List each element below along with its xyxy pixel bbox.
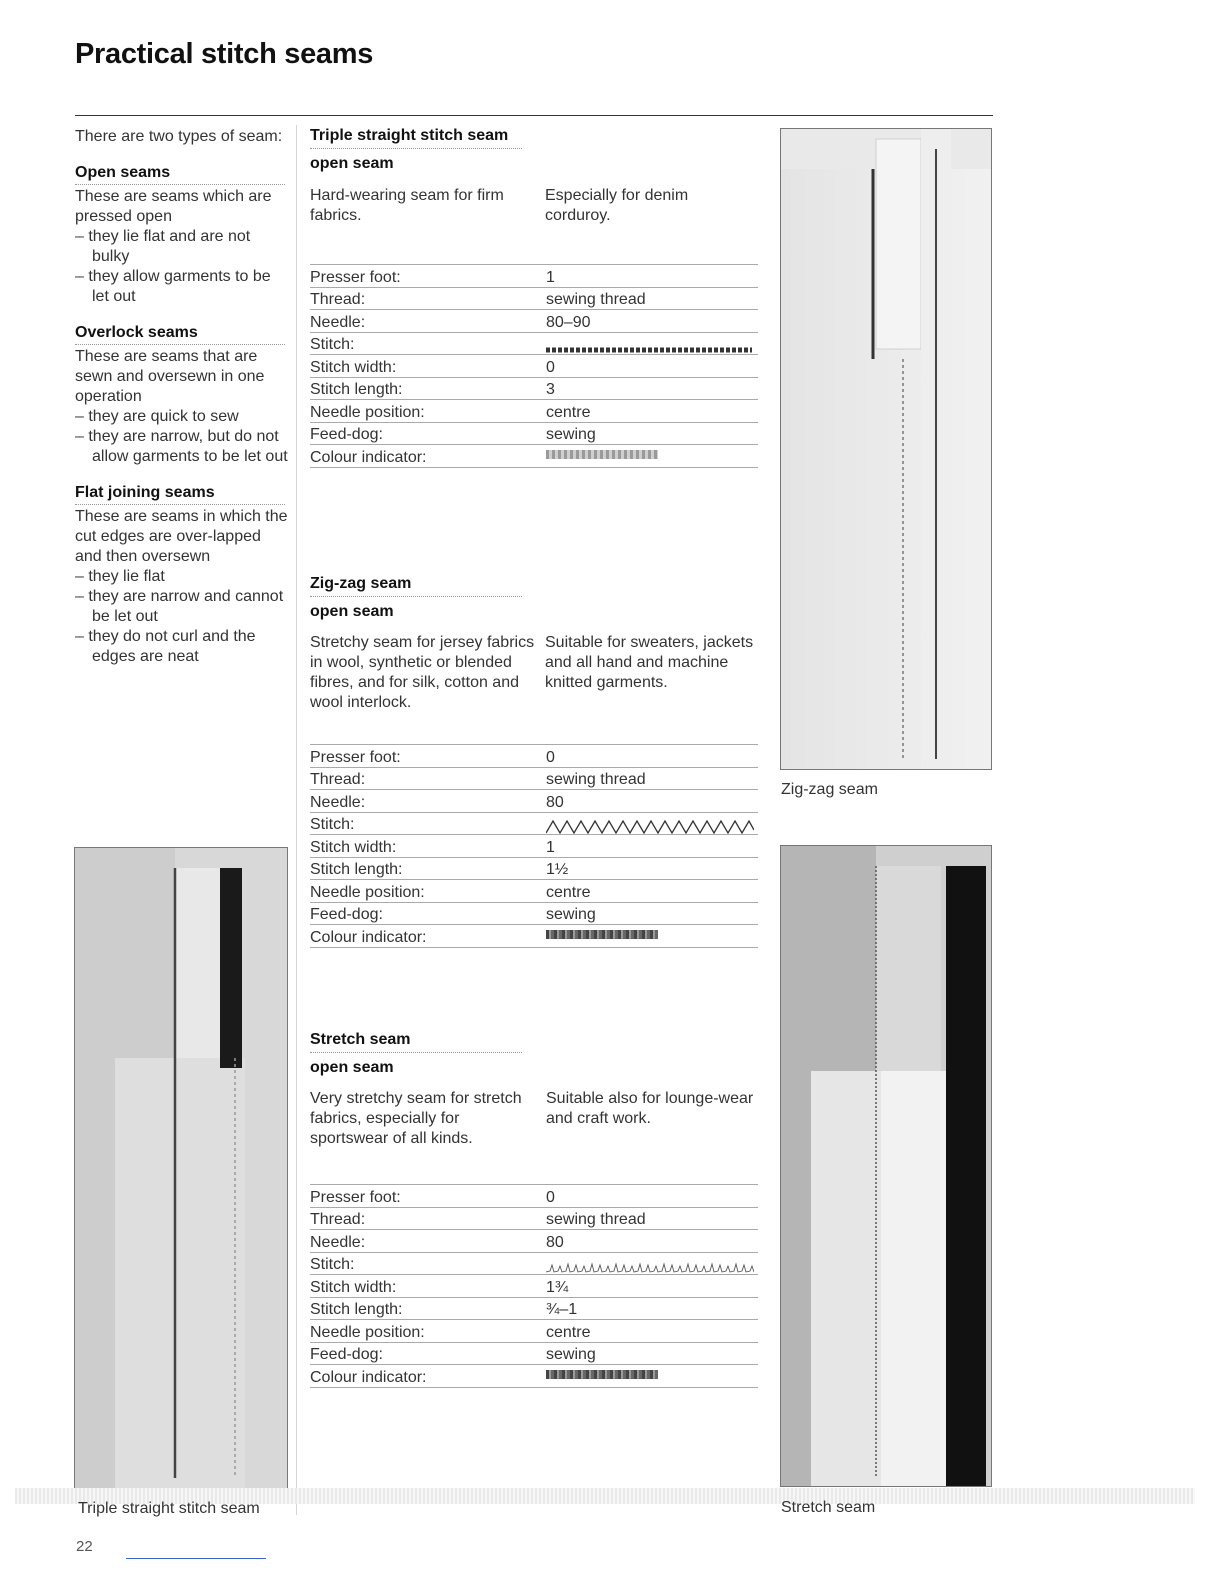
spec-label: Needle: [310,790,546,813]
spec-value: 80 [546,790,758,813]
section-desc-left: Stretchy seam for jersey fabrics in wool, synthetic or blended fibres, and for silk, cotton and wool interlock. [310,634,535,711]
spec-value: 0 [546,745,758,768]
colour-indicator [546,1365,758,1388]
section-subtitle: open seam [310,155,394,172]
spec-row [310,1230,758,1253]
spec-row [310,1297,758,1320]
section-stretch [310,1031,522,1077]
column-separator [296,125,297,1515]
spec-label: Thread: [310,767,546,790]
text-open-seams: These are seams which are pressed open [75,188,272,225]
spec-row [310,355,758,378]
colour-indicator [546,445,758,468]
spec-value: ¾–1 [546,1297,758,1320]
section-title: Triple straight stitch seam [310,127,522,149]
spec-row [310,310,758,333]
section-title: Stretch seam [310,1031,522,1053]
spec-label: Colour indicator: [310,445,546,468]
spec-label: Needle position: [310,1320,546,1343]
spec-label: Thread: [310,1207,546,1230]
spec-label: Needle: [310,310,546,333]
spec-value: 1½ [546,857,758,880]
bullet-item: – they do not curl and the edges are neat [75,627,290,667]
spec-value: 0 [546,355,758,378]
colour-indicator-swatch [546,450,658,459]
spec-value: centre [546,880,758,903]
section-desc-right: Especially for denim corduroy. [545,187,689,224]
spec-label: Stitch length: [310,377,546,400]
spec-row [310,445,758,468]
spec-row [310,1320,758,1343]
spec-row [310,925,758,948]
spec-row [310,265,758,288]
spec-label: Needle: [310,1230,546,1253]
zigzag-stitch-icon [546,812,758,835]
bullet-item: – they are quick to sew [75,407,290,427]
colour-indicator-swatch [546,1370,658,1379]
bullet-item: – they lie flat and are not bulky [75,227,290,267]
spec-value: 80 [546,1230,758,1253]
spec-row [310,1252,758,1275]
bullet-item: – they allow garments to be let out [75,267,290,307]
spec-value: sewing [546,902,758,925]
spec-label: Stitch width: [310,355,546,378]
spec-label: Stitch length: [310,857,546,880]
spec-row [310,857,758,880]
spec-label: Stitch length: [310,1297,546,1320]
spec-value: 1 [546,265,758,288]
bullet-item: – they lie flat [75,567,290,587]
spec-label: Presser foot: [310,1185,546,1208]
colour-indicator [546,925,758,948]
spec-label: Stitch: [310,332,546,355]
spec-label: Colour indicator: [310,925,546,948]
section-zigzag [310,575,522,621]
spec-row [310,400,758,423]
spec-row [310,1207,758,1230]
spec-value: 1¾ [546,1275,758,1298]
spec-row [310,1275,758,1298]
heading-overlock-seams: Overlock seams [75,323,285,345]
spec-value: 0 [546,1185,758,1208]
spec-value: sewing thread [546,1207,758,1230]
spec-row [310,835,758,858]
bullets-overlock-seams [75,407,290,467]
spec-row [310,377,758,400]
spec-row [310,287,758,310]
spec-label: Stitch: [310,1252,546,1275]
spec-label: Needle position: [310,400,546,423]
spec-label: Feed-dog: [310,1342,546,1365]
intro-group-overlock [75,323,290,467]
spec-value: sewing thread [546,767,758,790]
spec-value: 80–90 [546,310,758,333]
section-subtitle: open seam [310,603,394,620]
bullet-item: – they are narrow, but do not allow garments to be let out [75,427,290,467]
spec-row [310,422,758,445]
spec-label: Stitch: [310,812,546,835]
spec-row [310,332,758,355]
caption-stretch: Stretch seam [781,1499,876,1516]
spec-value: sewing thread [546,287,758,310]
link-underline [126,1558,266,1559]
spec-label: Feed-dog: [310,422,546,445]
page-title: Practical stitch seams [75,38,374,70]
spec-row [310,1185,758,1208]
spec-label: Presser foot: [310,745,546,768]
spec-value: sewing [546,1342,758,1365]
spec-table-zigzag [310,744,758,948]
spec-row [310,902,758,925]
bullets-open-seams [75,227,290,307]
section-desc-right: Suitable for sweaters, jackets and all hand and machine knitted garments. [545,634,754,691]
section-title: Zig-zag seam [310,575,522,597]
spec-value: 1 [546,835,758,858]
intro-group-open [75,163,290,307]
text-overlock-seams: These are seams that are sewn and oversewn in one operation [75,348,265,405]
colour-indicator-swatch [546,930,658,939]
section-desc-right: Suitable also for lounge-wear and craft work. [546,1090,754,1127]
heading-flat-joining-seams: Flat joining seams [75,483,285,505]
spec-row [310,790,758,813]
section-triple-straight [310,127,522,173]
spec-row [310,812,758,835]
spec-label: Thread: [310,287,546,310]
intro-lead: There are two types of seam: [75,128,283,145]
spec-label: Presser foot: [310,265,546,288]
spec-label: Colour indicator: [310,1365,546,1388]
spec-table-triple [310,264,758,468]
spec-value: centre [546,1320,758,1343]
intro-column [75,127,290,667]
spec-row [310,1365,758,1388]
spec-row [310,767,758,790]
section-subtitle: open seam [310,1059,394,1076]
bullet-item: – they are narrow and cannot be let out [75,587,290,627]
spec-label: Needle position: [310,880,546,903]
spec-label: Stitch width: [310,1275,546,1298]
title-rule [75,115,993,116]
spec-value: sewing [546,422,758,445]
caption-triple: Triple straight stitch seam [78,1500,260,1517]
section-desc-left: Hard-wearing seam for firm fabrics. [310,187,504,224]
spec-label: Stitch width: [310,835,546,858]
spec-row [310,745,758,768]
spec-label: Feed-dog: [310,902,546,925]
spec-table-stretch [310,1184,758,1388]
stretch-stitch-icon [546,1252,758,1275]
page-number: 22 [76,1538,93,1555]
zigzag-seam-photo [780,128,992,770]
stretch-seam-photo [780,845,992,1487]
caption-zigzag: Zig-zag seam [781,781,878,798]
spec-value: centre [546,400,758,423]
triple-straight-seam-photo [74,847,288,1489]
bullets-flat-joining-seams [75,567,290,667]
section-desc-left: Very stretchy seam for stretch fabrics, especially for sportswear of all kinds. [310,1090,522,1147]
spec-row [310,880,758,903]
heading-open-seams: Open seams [75,163,285,185]
text-flat-joining-seams: These are seams in which the cut edges are over-lapped and then oversewn [75,508,288,565]
triple-straight-stitch-icon [546,332,758,355]
spec-row [310,1342,758,1365]
spec-value: 3 [546,377,758,400]
intro-group-flat [75,483,290,667]
